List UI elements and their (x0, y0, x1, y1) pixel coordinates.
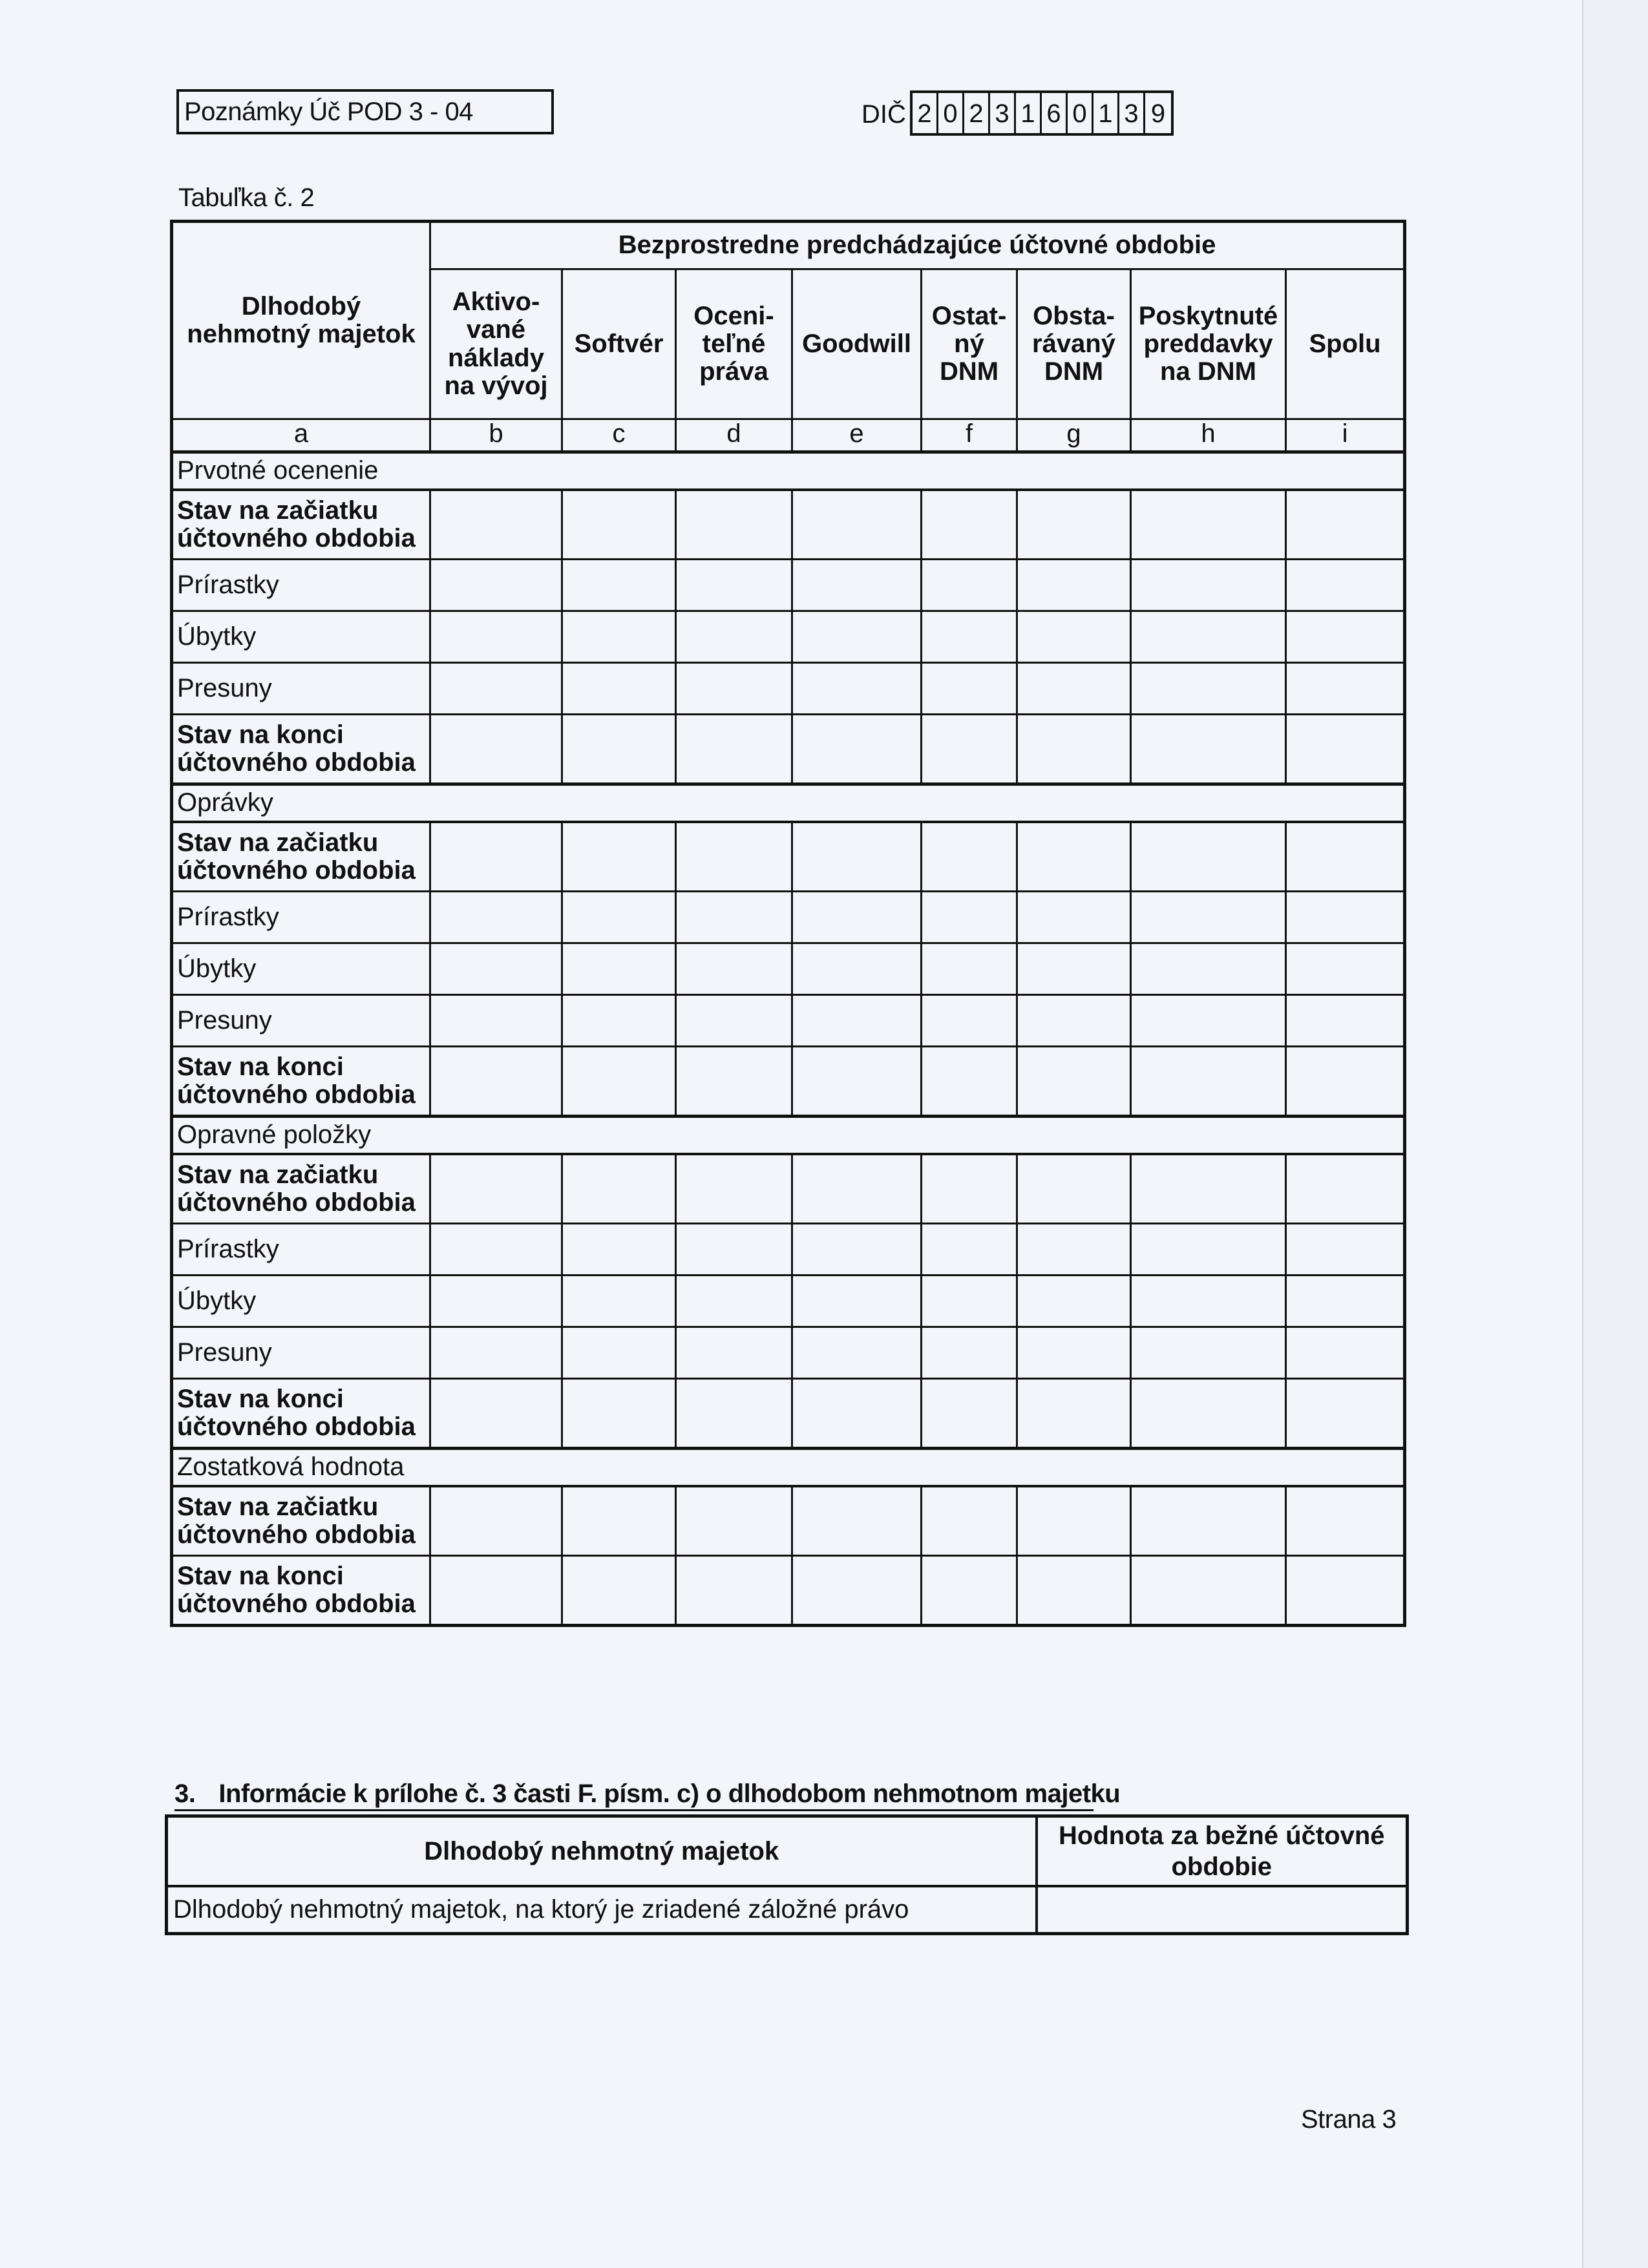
value-cell[interactable] (676, 1327, 792, 1379)
value-cell[interactable] (1017, 995, 1131, 1047)
table-row (172, 1486, 1405, 1556)
value-cell[interactable] (430, 1047, 562, 1117)
value-cell[interactable] (922, 1224, 1017, 1276)
section3-underline (174, 1809, 1093, 1811)
value-cell[interactable] (430, 1154, 562, 1224)
dic-digit: 0 (938, 93, 964, 133)
value-cell[interactable] (562, 1224, 676, 1276)
value-cell[interactable] (1131, 1327, 1286, 1379)
value-cell[interactable] (676, 560, 792, 611)
value-cell[interactable] (676, 1486, 792, 1556)
section-title: Zostatková hodnota (172, 1449, 1405, 1486)
value-cell[interactable] (1131, 1154, 1286, 1224)
value-cell[interactable] (562, 663, 676, 715)
table-row (172, 1556, 1405, 1626)
table-caption: Tabuľka č. 2 (178, 184, 315, 212)
value-cell[interactable] (1017, 892, 1131, 943)
dic-digit: 1 (1093, 93, 1119, 133)
value-cell[interactable] (1017, 1276, 1131, 1327)
table-row (172, 822, 1405, 892)
table-row (172, 1224, 1405, 1276)
period-header: Bezprostredne predchádzajúce účtovné obdobie (430, 222, 1405, 269)
value-cell[interactable] (430, 943, 562, 995)
value-cell[interactable] (430, 490, 562, 560)
value-cell[interactable] (1286, 1276, 1405, 1327)
value-cell[interactable] (676, 943, 792, 995)
table-row (172, 560, 1405, 611)
value-cell[interactable] (430, 995, 562, 1047)
value-cell[interactable] (676, 892, 792, 943)
dic-boxes (910, 90, 1174, 136)
value-cell[interactable] (676, 822, 792, 892)
value-cell[interactable] (1131, 892, 1286, 943)
value-cell[interactable] (676, 1556, 792, 1626)
section-title: Oprávky (172, 784, 1405, 822)
value-cell[interactable] (1017, 611, 1131, 663)
column-letter: e (792, 419, 922, 452)
col-header: Poskytnuté preddavky na DNM (1131, 269, 1286, 419)
column-letter: g (1017, 419, 1131, 452)
value-cell[interactable] (676, 1047, 792, 1117)
value-cell[interactable] (1286, 1327, 1405, 1379)
value-cell[interactable] (922, 715, 1017, 784)
value-cell[interactable] (1131, 1224, 1286, 1276)
row-label: Stav na začiatku účtovného obdobia (172, 1486, 430, 1556)
value-cell[interactable] (1017, 490, 1131, 560)
value-cell[interactable] (562, 715, 676, 784)
column-letter: h (1131, 419, 1286, 452)
value-cell[interactable] (1017, 1379, 1131, 1449)
col-header-asset: Dlhodobý nehmotný majetok (167, 1816, 1037, 1886)
dic-digit: 3 (1119, 93, 1145, 133)
value-cell[interactable] (1286, 1486, 1405, 1556)
value-cell[interactable] (922, 892, 1017, 943)
value-cell[interactable] (922, 611, 1017, 663)
col-header: Oceni- teľné práva (676, 269, 792, 419)
pledged-assets-table (165, 1814, 1409, 1935)
col-header: Spolu (1286, 269, 1405, 419)
value-cell[interactable] (1017, 715, 1131, 784)
value-cell[interactable] (1017, 1154, 1131, 1224)
value-cell[interactable] (430, 560, 562, 611)
table-row (172, 1154, 1405, 1224)
value-cell[interactable] (676, 611, 792, 663)
row-label: Presuny (172, 1327, 430, 1379)
page-number: Strana 3 (1301, 2105, 1397, 2134)
row-label: Prírastky (172, 892, 430, 943)
table-row (172, 663, 1405, 715)
value-cell[interactable] (922, 490, 1017, 560)
value-cell[interactable] (1131, 1047, 1286, 1117)
value-cell[interactable] (792, 892, 922, 943)
value-cell[interactable] (562, 943, 676, 995)
value-cell[interactable] (676, 490, 792, 560)
value-cell[interactable] (1131, 490, 1286, 560)
table-row (172, 715, 1405, 784)
value-cell[interactable] (1286, 715, 1405, 784)
value-cell[interactable] (676, 715, 792, 784)
table-row (172, 611, 1405, 663)
value-cell[interactable] (1131, 995, 1286, 1047)
row-label: Úbytky (172, 943, 430, 995)
value-cell[interactable] (1017, 1556, 1131, 1626)
value-cell[interactable] (1017, 1224, 1131, 1276)
col-header: Obsta- rávaný DNM (1017, 269, 1131, 419)
col-header-value: Hodnota za bežné účtovné obdobie (1037, 1816, 1408, 1886)
value-cell[interactable] (1286, 1224, 1405, 1276)
value-cell[interactable] (792, 490, 922, 560)
column-letter: d (676, 419, 792, 452)
value-cell[interactable] (562, 1047, 676, 1117)
value-cell[interactable] (562, 1276, 676, 1327)
table-row (172, 943, 1405, 995)
value-cell[interactable] (1286, 1047, 1405, 1117)
value-cell[interactable] (676, 1276, 792, 1327)
value-cell[interactable] (1286, 560, 1405, 611)
form-label: Poznámky Úč POD 3 - 04 (176, 89, 554, 134)
value-cell[interactable] (922, 822, 1017, 892)
value-cell[interactable] (1017, 1047, 1131, 1117)
row-label: Stav na začiatku účtovného obdobia (172, 1154, 430, 1224)
row-label: Prírastky (172, 560, 430, 611)
value-cell[interactable] (1017, 1327, 1131, 1379)
section3-heading (174, 1780, 1120, 1809)
value-cell[interactable] (922, 663, 1017, 715)
value-cell[interactable] (792, 1327, 922, 1379)
value-cell[interactable] (792, 1556, 922, 1626)
value-cell[interactable] (1131, 1379, 1286, 1449)
value-cell[interactable] (792, 822, 922, 892)
value-cell[interactable] (562, 560, 676, 611)
table-row (172, 1379, 1405, 1449)
row-label: Stav na konci účtovného obdobia (172, 715, 430, 784)
value-cell[interactable] (562, 1154, 676, 1224)
value-cell[interactable] (430, 663, 562, 715)
section-title: Opravné položky (172, 1117, 1405, 1154)
value-cell[interactable] (1286, 1379, 1405, 1449)
value-cell[interactable] (1017, 663, 1131, 715)
value-cell[interactable] (676, 995, 792, 1047)
col-header: Ostat- ný DNM (922, 269, 1017, 419)
value-cell[interactable] (792, 560, 922, 611)
column-letter: c (562, 419, 676, 452)
value-cell[interactable] (676, 1379, 792, 1449)
dic-digit: 2 (964, 93, 990, 133)
value-cell[interactable] (1131, 943, 1286, 995)
row-label: Stav na začiatku účtovného obdobia (172, 490, 430, 560)
dic-digit: 2 (913, 93, 938, 133)
value-cell[interactable] (922, 1276, 1017, 1327)
value-cell[interactable] (1286, 943, 1405, 995)
column-letter: f (922, 419, 1017, 452)
col-header: Aktivo- vané náklady na vývoj (430, 269, 562, 419)
dic-digit: 1 (1016, 93, 1042, 133)
value-cell[interactable] (792, 1047, 922, 1117)
row-label: Stav na začiatku účtovného obdobia (172, 822, 430, 892)
value-cell[interactable] (430, 892, 562, 943)
value-cell[interactable] (430, 715, 562, 784)
value-cell[interactable] (922, 1327, 1017, 1379)
value-cell[interactable] (922, 943, 1017, 995)
table-row (172, 995, 1405, 1047)
column-letter: b (430, 419, 562, 452)
column-letter: a (172, 419, 430, 452)
section3-title: Informácie k prílohe č. 3 časti F. písm. c) o dlhodobom nehmotnom majetku (218, 1780, 1121, 1808)
value-cell[interactable] (922, 1556, 1017, 1626)
value-cell[interactable] (922, 1486, 1017, 1556)
section-title: Prvotné ocenenie (172, 452, 1405, 490)
value-cell[interactable] (562, 892, 676, 943)
row-label: Úbytky (172, 1276, 430, 1327)
value-cell[interactable] (430, 1327, 562, 1379)
intangible-assets-table (170, 220, 1406, 1627)
value-cell[interactable] (1017, 943, 1131, 995)
value-cell[interactable] (792, 995, 922, 1047)
value-cell[interactable] (922, 995, 1017, 1047)
column-letter: i (1286, 419, 1405, 452)
value-cell[interactable] (792, 1379, 922, 1449)
value-cell[interactable] (1131, 663, 1286, 715)
value-cell[interactable] (676, 1224, 792, 1276)
dic-digit: 0 (1068, 93, 1093, 133)
value-cell[interactable] (792, 715, 922, 784)
value-cell[interactable] (562, 1556, 676, 1626)
value-cell[interactable] (562, 995, 676, 1047)
value-cell[interactable] (922, 560, 1017, 611)
table-row (172, 1276, 1405, 1327)
value-cell[interactable] (1131, 715, 1286, 784)
table-row (172, 892, 1405, 943)
row-label: Stav na konci účtovného obdobia (172, 1047, 430, 1117)
value-cell[interactable] (792, 1154, 922, 1224)
value-cell[interactable] (1286, 611, 1405, 663)
value-cell[interactable] (1286, 663, 1405, 715)
value-cell[interactable] (1017, 1486, 1131, 1556)
value-cell[interactable] (1286, 822, 1405, 892)
value-cell[interactable] (792, 943, 922, 995)
dic-digit: 6 (1042, 93, 1068, 133)
dic-label: DIČ (861, 100, 906, 129)
row-label: Presuny (172, 995, 430, 1047)
value-cell[interactable] (562, 1379, 676, 1449)
value-cell[interactable] (430, 1556, 562, 1626)
value-cell[interactable] (1131, 822, 1286, 892)
value-cell[interactable] (430, 1379, 562, 1449)
value-cell[interactable] (430, 611, 562, 663)
pledged-assets-label: Dlhodobý nehmotný majetok, na ktorý je zriadené záložné právo (167, 1886, 1037, 1934)
table-row (172, 1047, 1405, 1117)
dic-digit: 9 (1150, 100, 1166, 128)
value-cell[interactable] (430, 1486, 562, 1556)
value-cell[interactable] (922, 1154, 1017, 1224)
value-cell[interactable] (1017, 822, 1131, 892)
table-row (172, 490, 1405, 560)
value-cell[interactable] (792, 611, 922, 663)
dic-digit: 3 (990, 93, 1016, 133)
row-label: Prírastky (172, 1224, 430, 1276)
value-cell[interactable] (792, 1224, 922, 1276)
value-cell[interactable] (1131, 560, 1286, 611)
table-row (172, 1327, 1405, 1379)
value-cell[interactable] (562, 490, 676, 560)
value-cell[interactable] (562, 1486, 676, 1556)
value-cell[interactable] (562, 1327, 676, 1379)
value-cell[interactable] (1131, 611, 1286, 663)
value-cell[interactable] (676, 663, 792, 715)
value-cell[interactable] (792, 1276, 922, 1327)
value-cell[interactable] (792, 1486, 922, 1556)
value-cell[interactable] (922, 1379, 1017, 1449)
value-cell[interactable] (1286, 1154, 1405, 1224)
value-cell[interactable] (430, 1276, 562, 1327)
row-label: Úbytky (172, 611, 430, 663)
value-cell[interactable] (676, 1154, 792, 1224)
value-cell[interactable] (1286, 892, 1405, 943)
value-cell[interactable] (562, 822, 676, 892)
value-cell[interactable] (430, 1224, 562, 1276)
value-cell[interactable] (430, 822, 562, 892)
pledged-assets-value-cell[interactable] (1037, 1886, 1408, 1934)
value-cell[interactable] (922, 1047, 1017, 1117)
value-cell[interactable] (1131, 1486, 1286, 1556)
value-cell[interactable] (1131, 1276, 1286, 1327)
section3-number: 3. (174, 1780, 196, 1808)
value-cell[interactable] (1131, 1556, 1286, 1626)
row-header: Dlhodobý nehmotný majetok (172, 222, 430, 419)
row-label: Stav na konci účtovného obdobia (172, 1556, 430, 1626)
value-cell[interactable] (1286, 490, 1405, 560)
row-label: Presuny (172, 663, 430, 715)
value-cell[interactable] (1286, 1556, 1405, 1626)
col-header: Goodwill (792, 269, 922, 419)
col-header: Softvér (562, 269, 676, 419)
value-cell[interactable] (1017, 560, 1131, 611)
value-cell[interactable] (792, 663, 922, 715)
value-cell[interactable] (1286, 995, 1405, 1047)
value-cell[interactable] (562, 611, 676, 663)
row-label: Stav na konci účtovného obdobia (172, 1379, 430, 1449)
